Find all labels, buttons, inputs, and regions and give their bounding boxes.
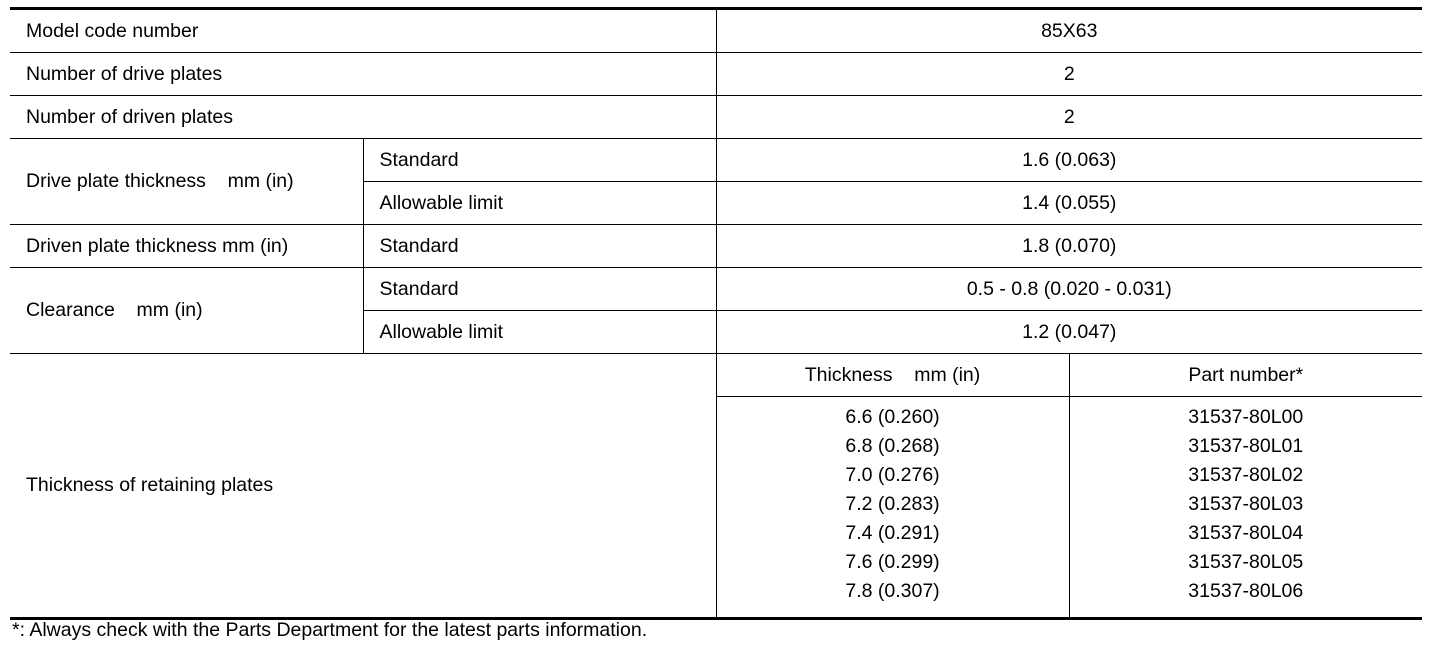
thickness-list — [716, 397, 1069, 619]
clearance-limit-value: 1.2 (0.047) — [716, 311, 1422, 354]
thickness-value: 7.0 (0.276) — [845, 464, 940, 486]
clearance-label — [10, 268, 363, 354]
part-number-value: 31537-80L06 — [1188, 580, 1304, 602]
drive-plate-thickness-text: Drive plate thickness mm (in) — [26, 170, 294, 192]
thickness-column-header — [716, 354, 1069, 397]
thickness-value: 6.8 (0.268) — [845, 435, 940, 457]
retaining-plates-label: Thickness of retaining plates — [10, 354, 716, 619]
part-number-column-header: Part number* — [1069, 354, 1422, 397]
table-row — [10, 9, 1422, 53]
part-number-list — [1069, 397, 1422, 619]
table-row — [10, 225, 1422, 268]
driven-plate-standard-label: Standard — [363, 225, 716, 268]
thickness-value: 6.6 (0.260) — [845, 406, 940, 428]
driven-plates-label: Number of driven plates — [10, 96, 716, 139]
thickness-header-text: Thickness mm (in) — [804, 363, 981, 386]
drive-plates-value: 2 — [716, 53, 1422, 96]
part-number-value: 31537-80L02 — [1188, 464, 1304, 486]
footnote: *: Always check with the Parts Department for the latest parts information. — [12, 619, 648, 641]
clearance-limit-label: Allowable limit — [363, 311, 716, 354]
drive-plate-standard-label: Standard — [363, 139, 716, 182]
part-number-value: 31537-80L04 — [1188, 522, 1304, 544]
drive-plate-limit-label: Allowable limit — [363, 182, 716, 225]
table-row — [10, 53, 1422, 96]
part-number-value: 31537-80L05 — [1188, 551, 1304, 573]
drive-plates-label: Number of drive plates — [10, 53, 716, 96]
drive-plate-standard-value: 1.6 (0.063) — [716, 139, 1422, 182]
clearance-standard-value: 0.5 - 0.8 (0.020 - 0.031) — [716, 268, 1422, 311]
thickness-value: 7.6 (0.299) — [845, 551, 940, 573]
part-number-value: 31537-80L03 — [1188, 493, 1304, 515]
drive-plate-limit-value: 1.4 (0.055) — [716, 182, 1422, 225]
driven-plate-standard-value: 1.8 (0.070) — [716, 225, 1422, 268]
table-row — [10, 96, 1422, 139]
thickness-value: 7.4 (0.291) — [845, 522, 940, 544]
driven-plate-thickness-label: Driven plate thickness mm (in) — [10, 225, 363, 268]
table-row — [10, 354, 1422, 397]
driven-plates-value: 2 — [716, 96, 1422, 139]
part-number-value: 31537-80L01 — [1188, 435, 1304, 457]
clutch-spec-table — [10, 7, 1422, 620]
part-number-value: 31537-80L00 — [1188, 406, 1304, 428]
drive-plate-thickness-label — [10, 139, 363, 225]
model-code-label: Model code number — [10, 9, 716, 53]
clearance-standard-label: Standard — [363, 268, 716, 311]
table-row — [10, 268, 1422, 311]
table-row — [10, 139, 1422, 182]
thickness-value: 7.2 (0.283) — [845, 493, 940, 515]
clearance-text: Clearance mm (in) — [26, 299, 203, 321]
thickness-value: 7.8 (0.307) — [845, 580, 940, 602]
model-code-value: 85X63 — [716, 9, 1422, 53]
